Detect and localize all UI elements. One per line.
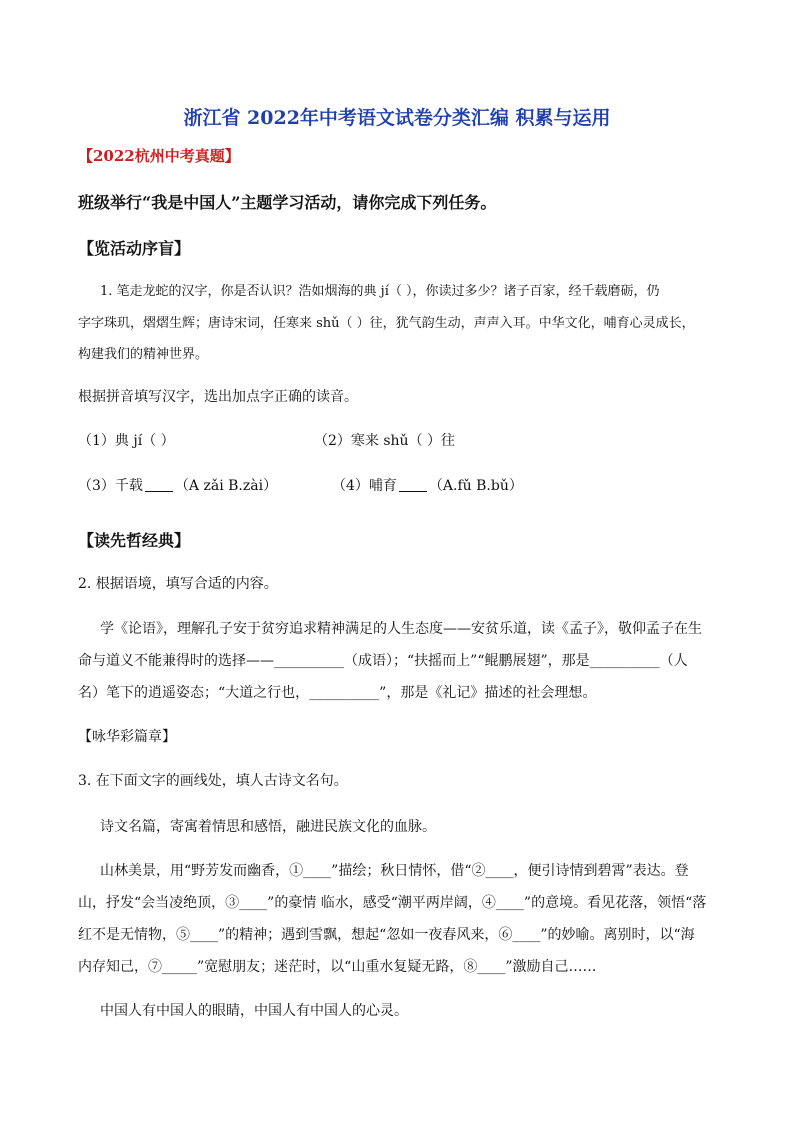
q3-para2-line3: 红不是无情物，⑤____”的精神；遇到雪飘，想起“忽如一夜春风来，⑥____”的妙喻。离别时，以“海 <box>78 927 695 943</box>
q1-item3-prefix: （3）千载 <box>78 478 143 494</box>
q1-item4-options: （A.fǔ B.bǔ） <box>428 478 523 494</box>
q1-item3 <box>78 475 298 495</box>
section1-heading: 【览活动序盲】 <box>78 239 191 258</box>
q3-para1: 诗文名篇，寄寓着情思和感悟，融进民族文化的血脉。 <box>100 819 436 835</box>
intro-text: 班级举行“我是中国人”主题学习活动，请你完成下列任务。 <box>78 193 497 212</box>
q1-line2: 字字珠玑，熠熠生辉；唐诗宋词，任寒来 shǔ（ ）往，犹气韵生动，声声入耳。中华文化，哺育心灵成长， <box>78 316 695 331</box>
q2-line2: 命与道义不能兼得时的选择——__________（成语）；“扶摇而上”“鲲鹏展翅”，那是__________（人 <box>78 653 688 669</box>
page-title: 浙江省 2022年中考语文试卷分类汇编 积累与运用 <box>183 107 611 129</box>
q1-item3-blank[interactable] <box>145 477 173 492</box>
q1-line1: 1. 笔走龙蛇的汉字，你是否认识？浩如烟海的典 jí（ ），你读过多少？诸子百家，经千载磨砺，仍 <box>100 284 660 299</box>
source-tag: 【2022杭州中考真题】 <box>78 147 240 165</box>
q1-item2: （2）寒来 shǔ（ ）往 <box>314 433 456 449</box>
q3-para2-line1: 山林美景，用“野芳发而幽香，①____”描绘；秋日情怀，借“②____，便引诗情到碧霄”表达。登 <box>100 863 689 879</box>
q1-item4-blank[interactable] <box>399 477 427 492</box>
q2-line1: 学《论语》，理解孔子安于贫穷追求精神满足的人生态度——安贫乐道，读《孟子》，敬仰孟子在生 <box>100 621 702 637</box>
q1-item4-prefix: （4）哺育 <box>332 478 397 494</box>
section2-heading: 【读先哲经典】 <box>78 531 191 550</box>
q3-para2-line4: 内存知己，⑦_____”宽慰朋友；迷茫时，以“山重水复疑无路，⑧____”激励自己…… <box>78 959 597 975</box>
q1-line3: 构建我们的精神世界。 <box>78 347 209 362</box>
q1-instruction: 根据拼音填写汉字，选出加点字正确的读音。 <box>78 389 358 405</box>
q3-para2-line2: 山，抒发“会当凌绝顶，③____”的豪情 临水，感受“潮平两岸阔，④____”的意境。看见花落，领悟“落 <box>78 895 707 911</box>
section3-heading: 【咏华彩篇章】 <box>78 729 176 745</box>
q1-item3-options: （A zǎi B.zài） <box>174 478 278 494</box>
q3-para3: 中国人有中国人的眼睛，中国人有中国人的心灵。 <box>100 1003 408 1019</box>
q1-item4 <box>332 475 632 495</box>
q2-line3: 名）笔下的逍遥姿态；“大道之行也，__________”，那是《礼记》描述的社会理想。 <box>78 685 597 701</box>
q2-prompt: 2. 根据语境，填写合适的内容。 <box>78 576 278 592</box>
q3-prompt: 3. 在下面文字的画线处，填人古诗文名句。 <box>78 773 348 789</box>
q1-item1: （1）典 jí（ ） <box>78 433 175 449</box>
